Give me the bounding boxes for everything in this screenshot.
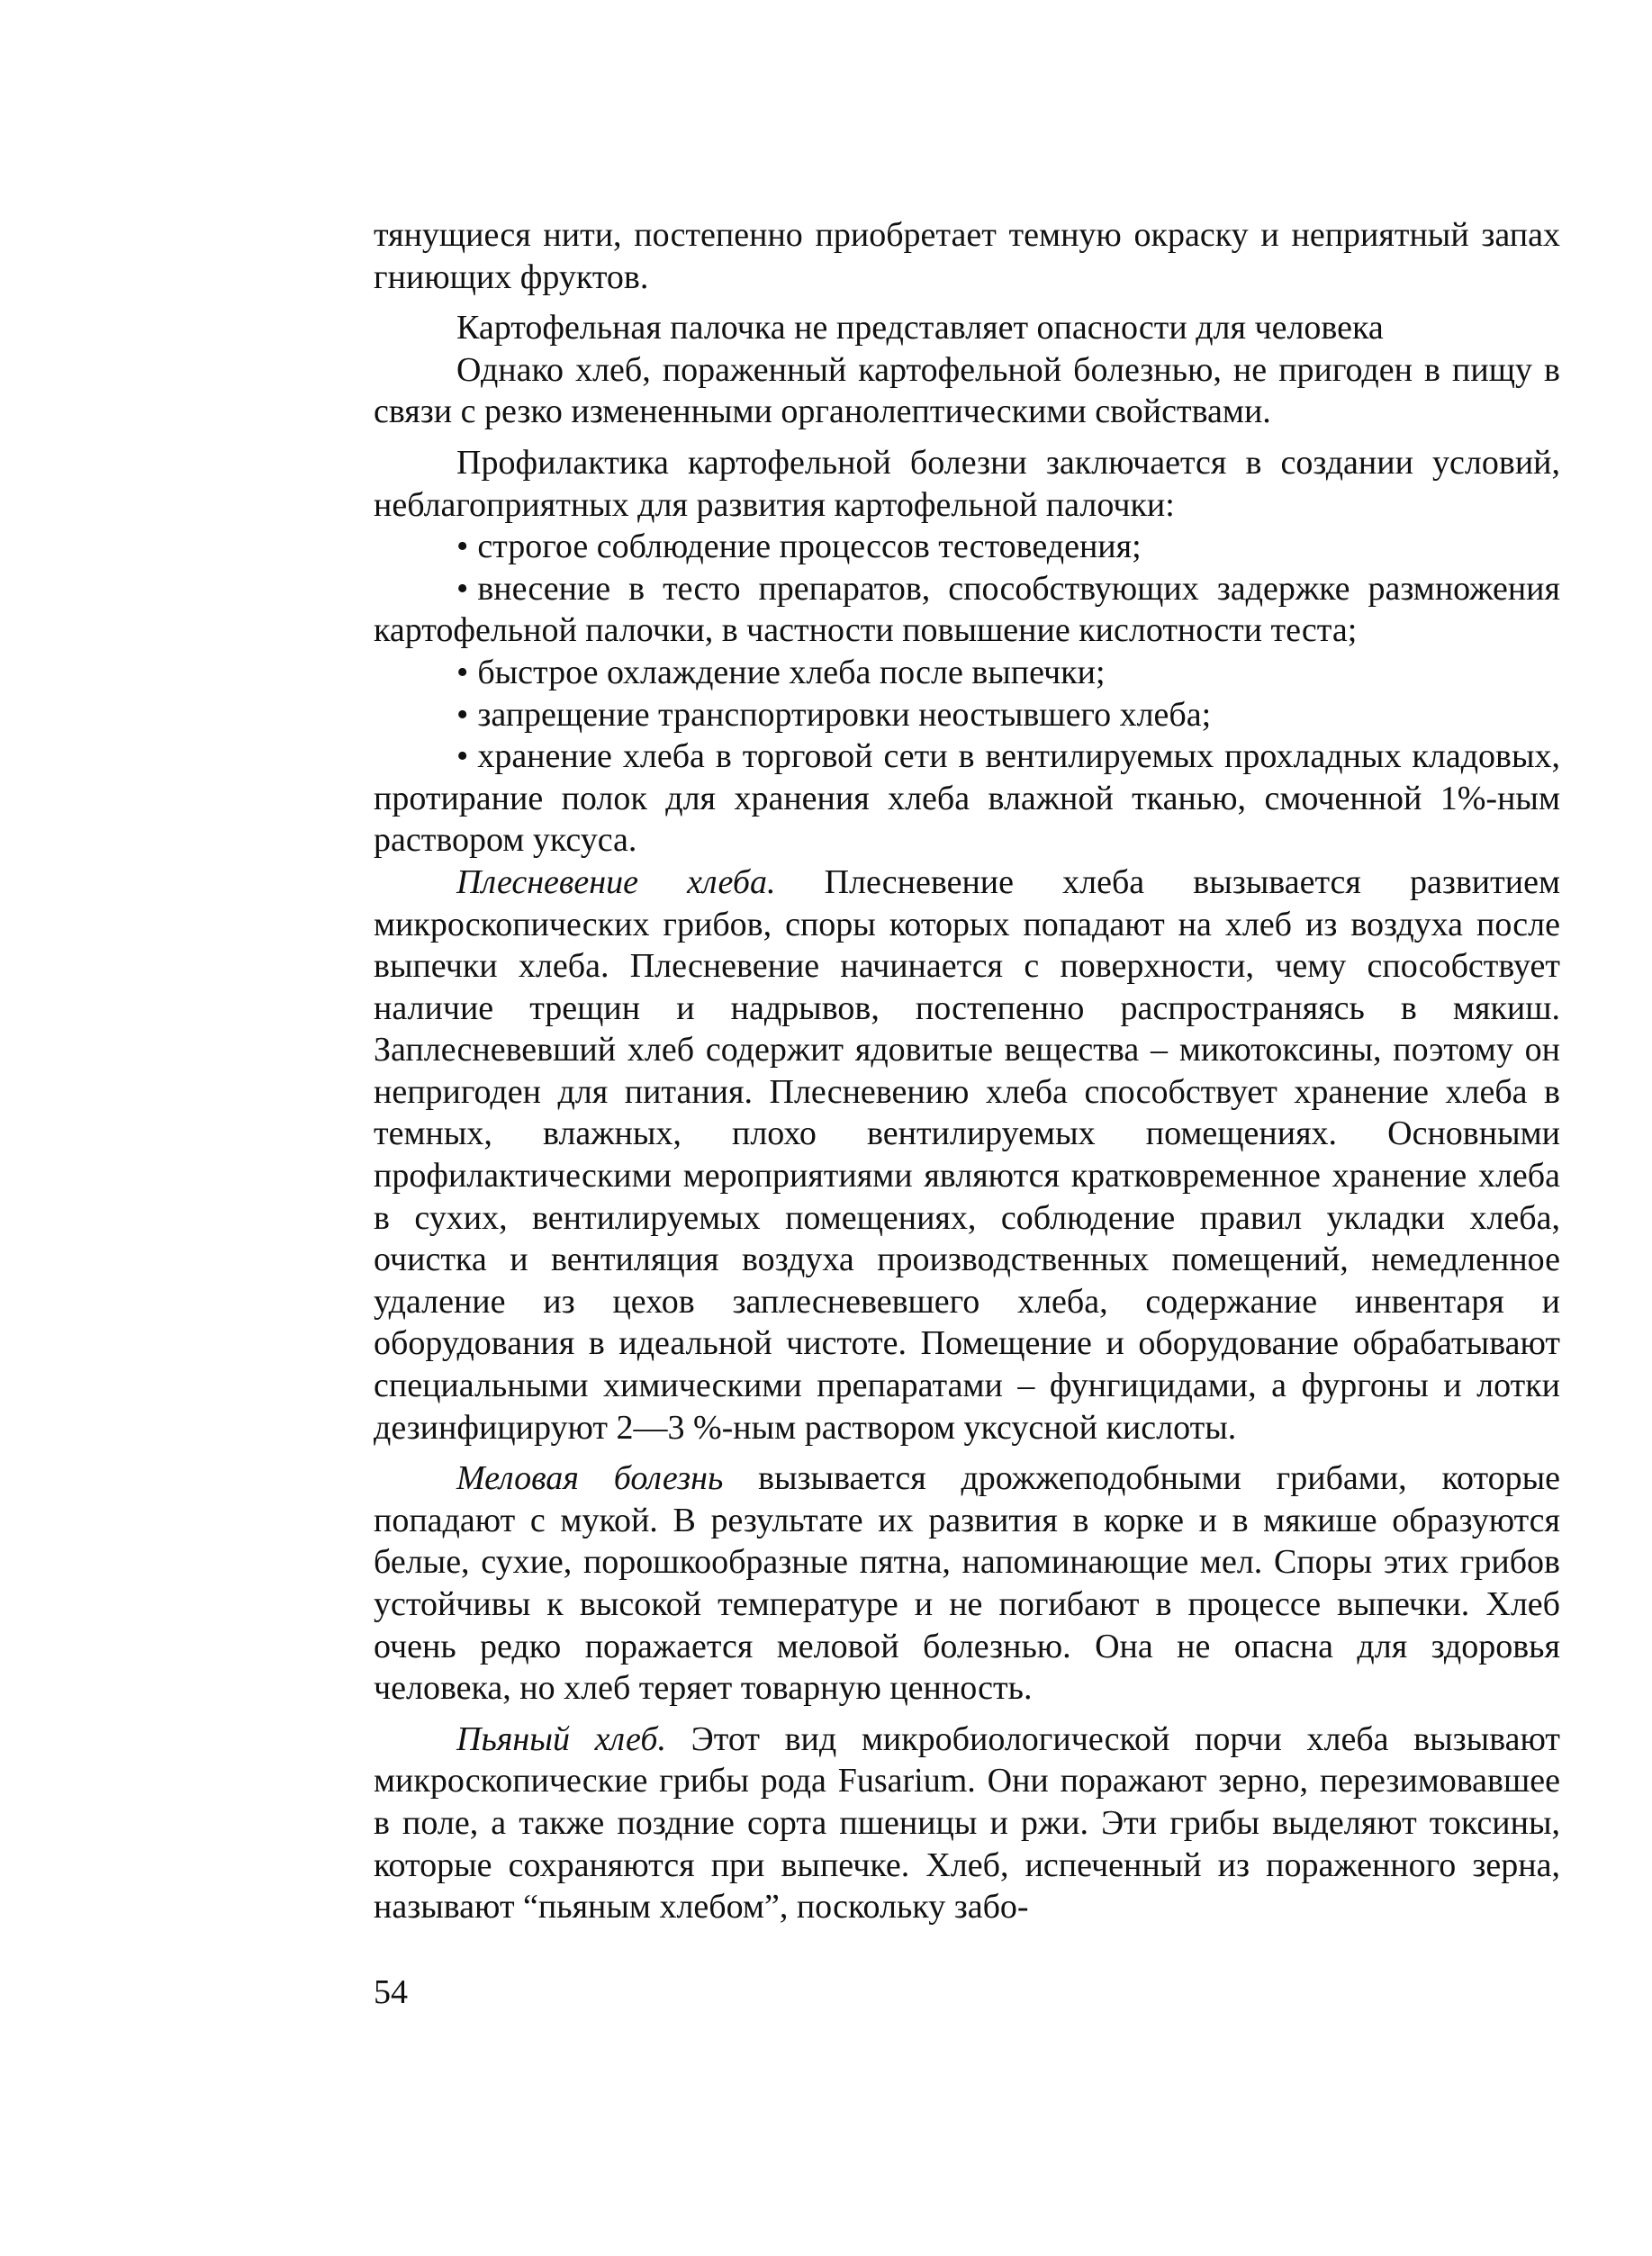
bullet-item — [374, 652, 1560, 694]
bullet-icon: • — [456, 653, 469, 691]
term-chalk: Меловая болезнь — [456, 1459, 724, 1498]
paragraph: Профилактика картофельной болезни заключается в создании условий, неблагоприятных для развития картофельной палочки: — [374, 443, 1560, 524]
bullet-item — [374, 568, 1560, 652]
paragraph-text: Плесневение хлеба вызывается развитием микроскопических грибов, споры которых попадают на хлеб из воздуха после выпечки хлеба. Плесневение начинается с поверхности, чему способствует наличие трещин и надрывов, постепенно распространяясь в мякиш. Заплесневевший хлеб содержит ядовитые вещества – микотоксины, поэтому он непригоден для питания. Плесневению хлеба способствует хранение хлеба в темных, влажных, плохо вентилируемых помещениях. Основными профилактическими мероприятиями являются кратковременное хранение хлеба в сухих, вентилируемых помещениях, соблюдение правил укладки хлеба, очистка и вентиляция воздуха производственных помещений, немедленное удаление из цехов заплесневевшего хлеба, содержание инвентаря и оборудования в идеальной чистоте. Помещение и оборудование обрабатывают специальными химическими препаратами – фунгицидами, а фургоны и лотки дезинфицируют 2—3 %-ным раствором уксусной кислоты. — [374, 862, 1560, 1447]
bullet-text: строгое соблюдение процессов тестоведения; — [477, 528, 1142, 566]
bullet-icon: • — [456, 569, 469, 608]
bullet-icon: • — [456, 695, 469, 734]
bullet-text: внесение в тесто препаратов, способствующих задержке размножения картофельной палочки, в частности повышение кислотности теста; — [374, 569, 1560, 650]
bullet-icon: • — [456, 737, 469, 776]
bullet-item — [374, 735, 1560, 862]
paragraph-mold — [374, 862, 1560, 1448]
term-mold: Плесневение хлеба. — [456, 862, 776, 901]
paragraph: Картофельная палочка не представляет опасности для человека — [456, 309, 1384, 347]
term-drunk-bread: Пьяный хлеб. — [456, 1719, 666, 1758]
paragraph-chalk — [374, 1457, 1560, 1710]
paragraph-text: Этот вид микробиологической порчи хлеба вызывают микроскопические грибы рода Fusarium. Они поражают зерно, перезимовавшее в поле, а также поздние сорта пшеницы и ржи. Эти грибы выделяют токсины, которые сохраняются при выпечке. Хлеб, испеченный из пораженного зерна, называют “пьяным хлебом”, поскольку забо- — [374, 1719, 1560, 1927]
paragraph-text: вызывается дрожжеподобными грибами, которые попадают с мукой. В результате их развития в корке и в мякише образуются белые, сухие, порошкообразные пятна, напоминающие мел. Споры этих грибов устойчивы к высокой температуре и не погибают в процессе выпечки. Хлеб очень редко поражается меловой болезнью. Она не опасна для здоровья человека, но хлеб теряет товарную ценность. — [374, 1459, 1560, 1708]
bullet-item — [374, 694, 1560, 736]
body-text — [374, 214, 1560, 1928]
paragraph-continued: тянущиеся нити, постепенно приобретает темную окраску и неприятный запах гниющих фруктов. — [374, 216, 1560, 296]
page-number: 54 — [374, 1973, 408, 2011]
paragraph: Однако хлеб, пораженный картофельной болезнью, не пригоден в пищу в связи с резко измененными органолептическими свойствами. — [374, 350, 1560, 431]
bullet-item — [374, 526, 1560, 568]
bullet-text: запрещение транспортировки неостывшего хлеба; — [477, 695, 1212, 734]
paragraph-drunk-bread — [374, 1719, 1560, 1928]
bullet-text: быстрое охлаждение хлеба после выпечки; — [477, 653, 1106, 691]
bullet-text: хранение хлеба в торговой сети в вентилируемых прохладных кладовых, протирание полок для хранения хлеба влажной тканью, смоченной 1%-ным раствором уксуса. — [374, 737, 1560, 860]
bullet-icon: • — [456, 528, 469, 566]
